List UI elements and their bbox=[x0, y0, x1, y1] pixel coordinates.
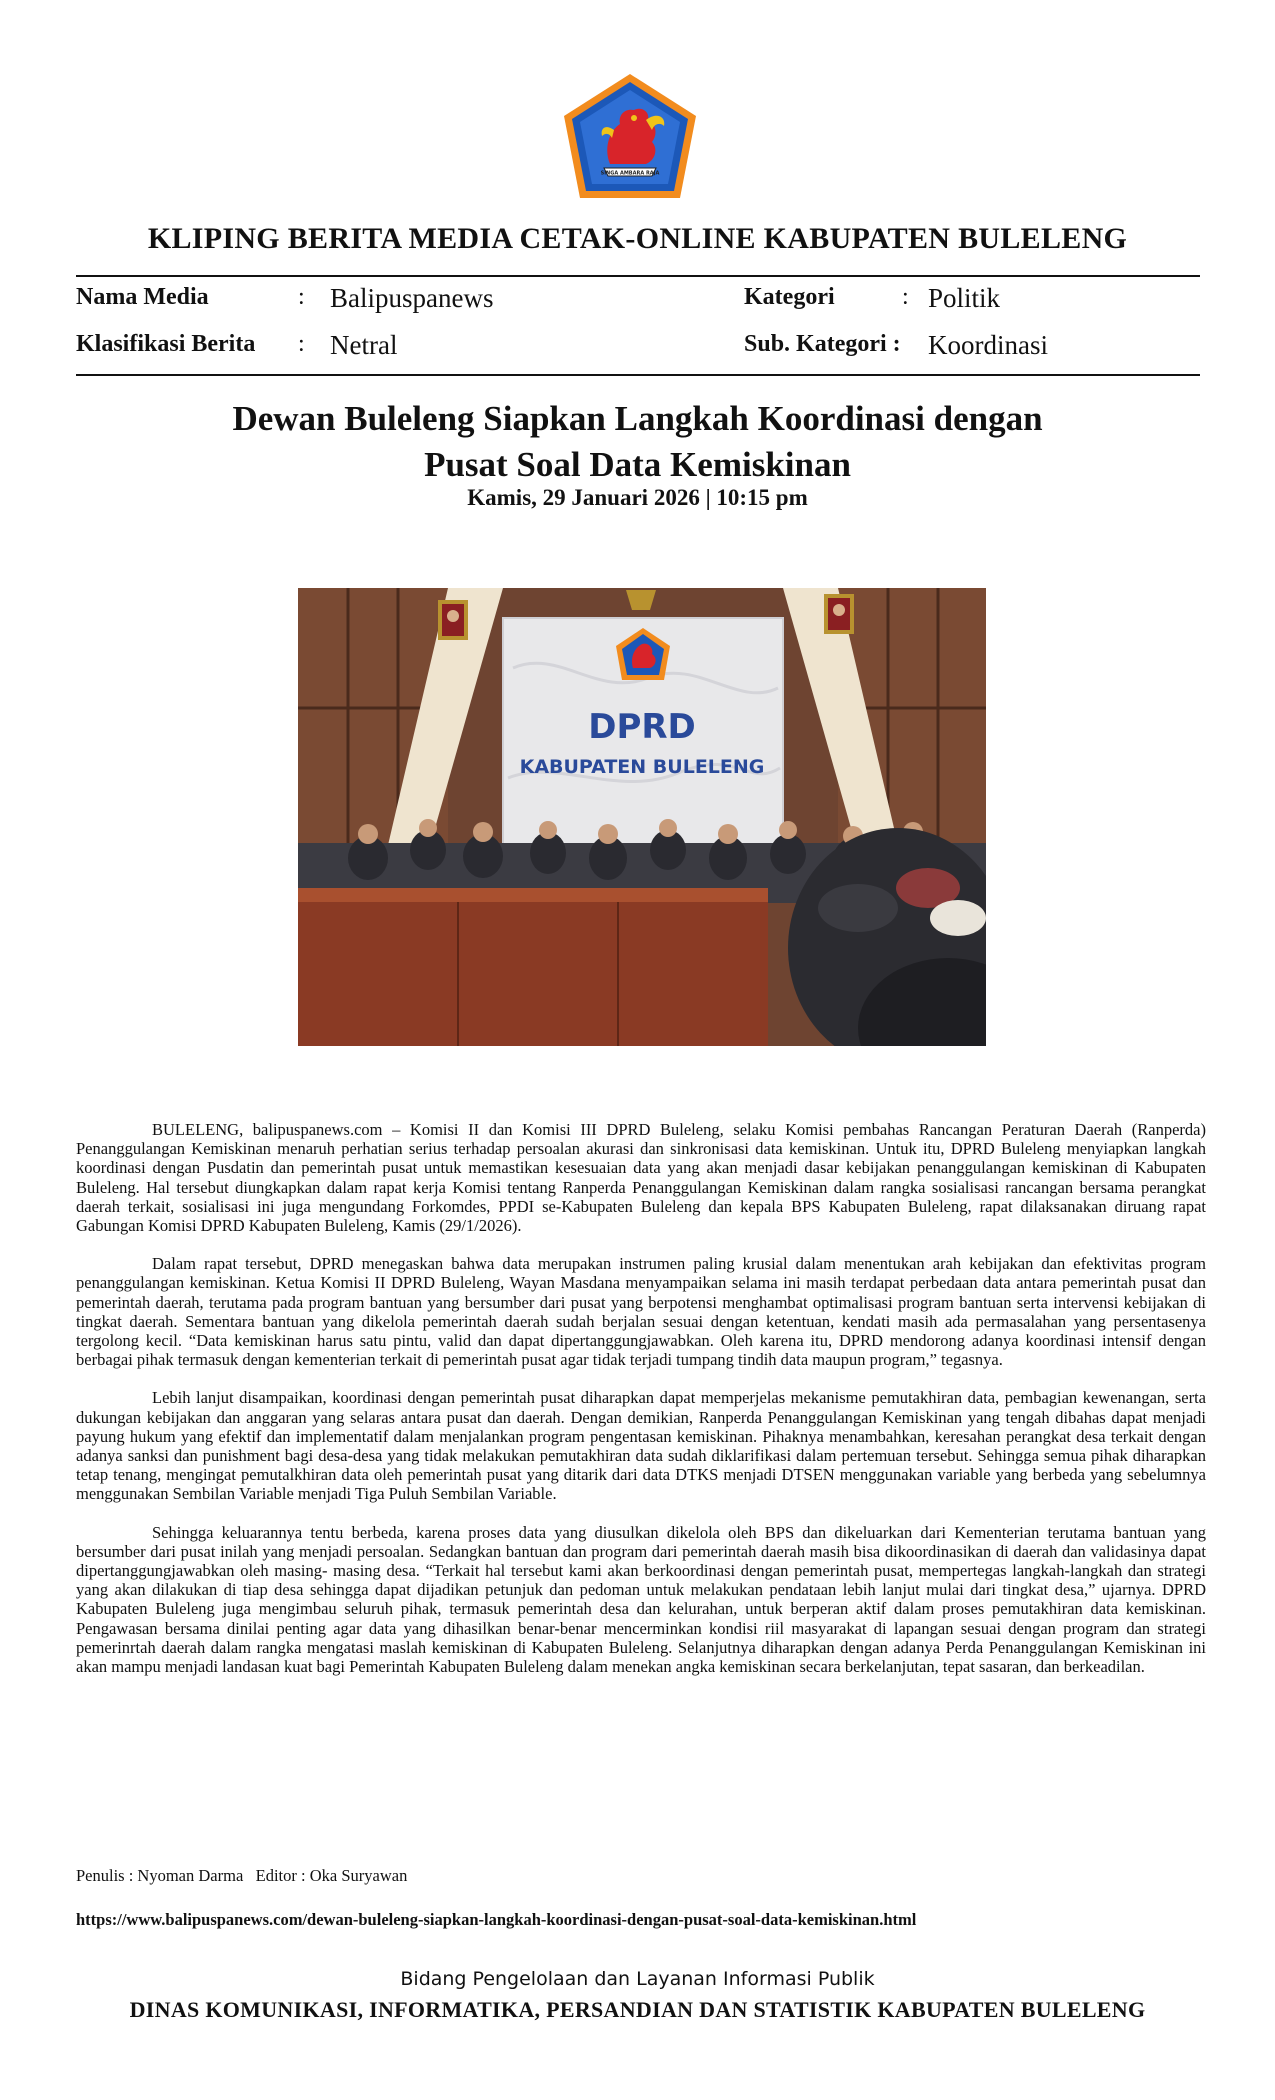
footer-department: Bidang Pengelolaan dan Layanan Informasi Publik bbox=[400, 1968, 875, 1990]
article-title bbox=[0, 396, 1275, 488]
category-value: Politik bbox=[928, 283, 1001, 313]
header-top-rule bbox=[76, 275, 1200, 277]
photo-sign-line2: KABUPATEN BULELENG bbox=[519, 756, 765, 778]
category-colon: : bbox=[902, 284, 909, 310]
clipping-header-title: KLIPING BERITA MEDIA CETAK-ONLINE KABUPATEN BULELENG bbox=[147, 222, 1128, 255]
classification-label: Klasifikasi Berita bbox=[76, 331, 256, 357]
article-paragraph-1: BULELENG, balipuspanews.com – Komisi II dan Komisi III DPRD Buleleng, selaku Komisi pembahas Rancangan Peraturan Daerah (Ranperda) Penanggulangan Kemiskinan menaruh perhatian serius terhadap persoalan akurasi dan sinkronisasi data kemiskinan. Untuk itu, DPRD Buleleng menyiapkan langkah koordinasi dengan Pusdatin dan pemerintah pusat untuk memastikan kesesuaian data yang akan menjadi dasar kebijakan penanggulangan kemiskinan di Kabupaten Buleleng. Hal tersebut diungkapkan dalam rapat kerja Komisi tentang Ranperda Penanggulangan Kemiskinan dalam rangka sosialisasi rancangan bersama perangkat daerah terkait, sosialisasi ini juga mengundang Forkomdes, PPDI se-Kabupaten Buleleng dan kepala BPS Kabupaten Buleleng, rapat dilaksanakan diruang rapat Gabungan Komisi DPRD Kabupaten Buleleng, Kamis (29/1/2026). bbox=[76, 1120, 1206, 1236]
article-paragraph-4: Sehingga keluarannya tentu berbeda, karena proses data yang diusulkan dikelola oleh BPS dan dikeluarkan dari Kementerian terutama bantuan yang bersumber dari pusat inilah yang menjadi persoalan. Sedangkan bantuan dan program dari pemerintah daerah masih bisa dikoordinasikan di daerah dan validasinya dapat dipertanggungjawabkan oleh masing- masing desa. “Terkait hal tersebut kami akan berkoordinasi dengan pemerintah pusat, mempertegas langkah-langkah dan strategi yang akan dilakukan di tiap desa sehingga dapat dijadikan petunjuk dan pedoman untuk melakukan pendataan lebih lanjut mulai dari tingkat desa,” ujarnya. DPRD Kabupaten Buleleng juga mengimbau seluruh pihak, termasuk pemerintah desa dan kelurahan, untuk berperan aktif dalam proses pemutakhiran data kemiskinan. Pengawasan bersama dinilai penting agar data yang dihasilkan benar-benar mencerminkan kondisi riil masyarakat di lapangan sesuai dengan program dan strategi pemerinrtah daerah dalam rangka mengatasi maslah kemiskinan di Kabupaten Buleleng. Selanjutnya diharapkan dengan adanya Perda Penanggulangan Kemiskinan ini akan mampu menjadi landasan kuat bagi Pemerintah Kabupaten Buleleng dalam menekan angka kemiskinan secara berkelanjutan, tepat sasaran, dan berkeadilan. bbox=[76, 1522, 1206, 1677]
footer-agency: DINAS KOMUNIKASI, INFORMATIKA, PERSANDIAN DAN STATISTIK KABUPATEN BULELENG bbox=[129, 1997, 1146, 2022]
article-paragraph-2: Dalam rapat tersebut, DPRD menegaskan bahwa data merupakan instrumen paling krusial dalam menentukan arah kebijakan dan efektivitas program penanggulangan kemiskinan. Ketua Komisi II DPRD Buleleng, Wayan Masdana menyampaikan selama ini masih terdapat perbedaan data antara pemerintah pusat dan pemerintah daerah, terutama pada program bantuan yang bersumber dari pusat yang berpotensi menghambat optimalisasi program bantuan serta intervensi kebijakan di tingkat daerah. Sementara bantuan yang dikelola pemerintah daerah sudah berjalan sesuai dengan ketentuan, kendati masih ada permasalahan yang persentasenya tergolong kecil. “Data kemiskinan harus satu pintu, valid dan dapat dipertanggungjawabkan. Oleh karena itu, DPRD mendorong adanya koordinasi intensif dengan berbagai pihak termasuk dengan kementerian terkait di pemerintah pusat agar tidak terjadi tumpang tindih data maupun program,” tegasnya. bbox=[76, 1254, 1206, 1370]
article-credits: Penulis : Nyoman Darma Editor : Oka Suryawan bbox=[76, 1866, 408, 1885]
article-title-line2: Pusat Soal Data Kemiskinan bbox=[424, 445, 851, 484]
article-source-url[interactable]: https://www.balipuspanews.com/dewan-buleleng-siapkan-langkah-koordinasi-dengan-pusat-soal-data-kemiskinan.html bbox=[76, 1910, 917, 1929]
article-body bbox=[76, 1120, 1206, 1695]
meta-row-media bbox=[76, 284, 1200, 324]
article-photo bbox=[298, 588, 986, 1046]
media-label: Nama Media bbox=[76, 284, 209, 310]
logo-caption: SINGA AMBARA RAJA bbox=[600, 170, 660, 177]
meta-row-classification bbox=[76, 331, 1200, 371]
buleleng-regency-emblem-icon bbox=[560, 72, 700, 202]
photo-sign-line1: DPRD bbox=[588, 707, 696, 747]
header-bottom-rule bbox=[76, 374, 1200, 376]
classification-value: Netral bbox=[330, 330, 398, 360]
category-label: Kategori bbox=[744, 284, 835, 310]
subcategory-label: Sub. Kategori : bbox=[744, 331, 901, 357]
article-date: Kamis, 29 Januari 2026 | 10:15 pm bbox=[467, 485, 808, 510]
article-paragraph-3: Lebih lanjut disampaikan, koordinasi dengan pemerintah pusat diharapkan dapat memperjelas mekanisme pemutakhiran data, pembagian kewenangan, serta dukungan kebijakan dan anggaran yang selaras antara pusat dan daerah. Dengan demikian, Ranperda Penanggulangan Kemiskinan yang tengah dibahas dapat menjadi payung hukum yang efektif dan implementatif dalam menjalankan program pengentasan kemiskinan. Pihaknya menambahkan, keresahan perangkat desa terkait dengan adanya sanksi dan punishment bagi desa-desa yang tidak melakukan pemutakhiran data sudah diklarifikasi dalam pertemuan tersebut. Sehingga semua pihak diharapkan tetap tenang, mengingat pemutalkhiran data oleh pemerintah pusat yang ditarik dari data DTKS menjadi DTSEN menggunakan variable yang berbeda yang sebelumnya menggunakan Sembilan Variable menjadi Tiga Puluh Sembilan Variable. bbox=[76, 1388, 1206, 1504]
subcategory-value: Koordinasi bbox=[928, 330, 1048, 360]
media-colon: : bbox=[298, 284, 305, 310]
classification-colon: : bbox=[298, 331, 305, 357]
media-value: Balipuspanews bbox=[330, 283, 494, 313]
article-title-line1: Dewan Buleleng Siapkan Langkah Koordinasi dengan bbox=[232, 399, 1043, 438]
